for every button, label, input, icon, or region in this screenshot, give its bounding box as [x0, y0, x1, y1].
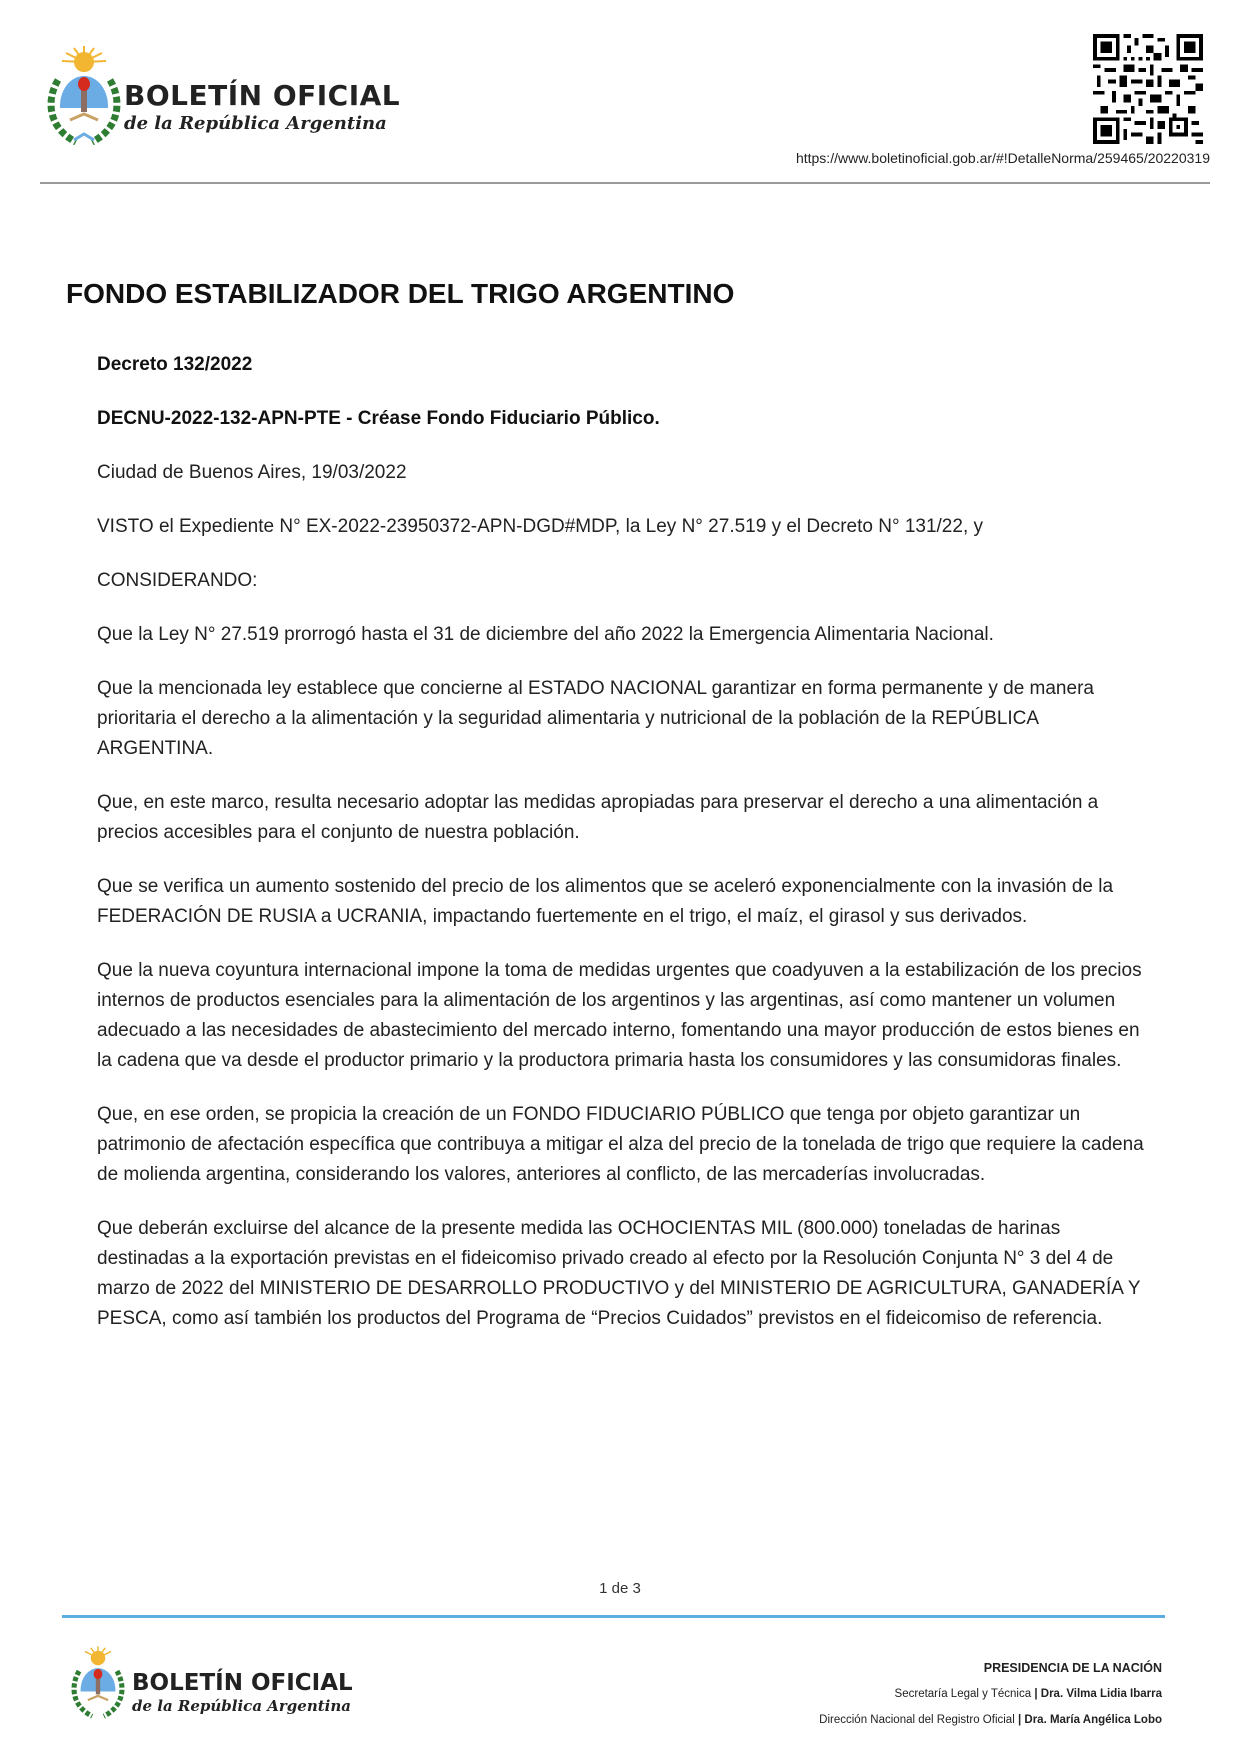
footer-logo[interactable]: [66, 1640, 366, 1736]
footer-divider: [62, 1615, 1165, 1618]
presidencia-label: PRESIDENCIA DE LA NACIÓN: [983, 1661, 1162, 1675]
decree-reference: DECNU-2022-132-APN-PTE - Créase Fondo Fiduciario Público.: [97, 408, 660, 429]
visto-paragraph: VISTO el Expediente N° EX-2022-23950372-APN-DGD#MDP, la Ley N° 27.519 y el Decreto N° 131/22, y: [97, 516, 983, 537]
considerando-heading: CONSIDERANDO:: [97, 570, 258, 591]
direccion-line: [819, 1707, 1162, 1733]
page-number: 1 de 3: [599, 1580, 641, 1597]
secretaria-line: [819, 1681, 1162, 1707]
decree-number: Decreto 132/2022: [97, 354, 253, 375]
paragraph: Que la nueva coyuntura internacional impone la toma de medidas urgentes que coadyuven a la estabilización de los precios internos de productos esenciales para la alimentación de los argentinos y las argentinas, así como mantener un volumen adecuado a las necesidades de abastecimiento del mercado interno, fomentando una mayor producción de estos bienes en la cadena que va desde el productor primario y la productora primaria hasta los consumidores y las consumidoras finales.: [97, 960, 1142, 1071]
page-header: [0, 0, 1240, 190]
document-title: FONDO ESTABILIZADOR DEL TRIGO ARGENTINO: [66, 278, 735, 309]
document-url[interactable]: https://www.boletinoficial.gob.ar/#!DetalleNorma/259465/20220319: [795, 150, 1210, 166]
paragraph: Que, en este marco, resulta necesario adoptar las medidas apropiadas para preservar el derecho a una alimentación a precios accesibles para el conjunto de nuestra población.: [97, 792, 1099, 843]
boletin-logo[interactable]: [40, 40, 420, 150]
direccion-label: Dirección Nacional del Registro Oficial: [819, 1714, 1015, 1726]
paragraph: Que la mencionada ley establece que concierne al ESTADO NACIONAL garantizar en forma permanente y de manera prioritaria el derecho a la alimentación y la seguridad alimentaria y nutricional de la población de la REPÚBLICA ARGENTINA.: [97, 678, 1094, 759]
paragraph: Que, en ese orden, se propicia la creación de un FONDO FIDUCIARIO PÚBLICO que tenga por objeto garantizar un patrimonio de afectación específica que contribuya a mitigar el alza del precio de la tonelada de trigo que requiere la cadena de molienda argentina, considerando los valores, anteriores al conflicto, de las mercaderías involucradas.: [97, 1104, 1144, 1185]
paragraph: Que deberán excluirse del alcance de la presente medida las OCHOCIENTAS MIL (800.000) toneladas de harinas destinadas a la exportación previstas en el fideicomiso privado creado al efecto por la Resolución Conjunta N° 3 del 4 de marzo de 2022 del MINISTERIO DE DESARROLLO PRODUCTIVO y del MINISTERIO DE AGRICULTURA, GANADERÍA Y PESCA, como así también los productos del Programa de “Precios Cuidados” previstos en el fideicomiso de referencia.: [97, 1218, 1141, 1329]
separator: |: [1034, 1688, 1038, 1700]
separator: |: [1017, 1714, 1022, 1726]
logo-title: BOLETÍN OFICIAL: [124, 79, 401, 112]
footer-logo-title: BOLETÍN OFICIAL: [132, 1670, 353, 1696]
qr-code-icon[interactable]: [1093, 34, 1203, 144]
secretaria-name: Dra. Vilma Lidia Ibarra: [1040, 1688, 1162, 1700]
coat-of-arms-icon: [66, 1640, 130, 1724]
logo-subtitle: de la República Argentina: [124, 113, 387, 134]
footer-logo-subtitle: de la República Argentina: [132, 1697, 351, 1715]
paragraph: Que se verifica un aumento sostenido del precio de los alimentos que se aceleró exponencialmente con la invasión de la FEDERACIÓN DE RUSIA a UCRANIA, impactando fuertemente en el trigo, el maíz, el girasol y sus derivados.: [97, 876, 1114, 927]
footer-credits: [819, 1655, 1162, 1733]
document-body: [97, 350, 1157, 1358]
header-divider: [40, 182, 1210, 184]
paragraph: Que la Ley N° 27.519 prorrogó hasta el 31 de diciembre del año 2022 la Emergencia Alimentaria Nacional.: [97, 624, 994, 645]
logo-text: [124, 80, 400, 136]
footer-logo-text: [132, 1670, 353, 1716]
direccion-name: Dra. María Angélica Lobo: [1024, 1714, 1162, 1726]
coat-of-arms-icon: [40, 40, 128, 150]
place-date: Ciudad de Buenos Aires, 19/03/2022: [97, 462, 407, 483]
secretaria-label: Secretaría Legal y Técnica: [894, 1688, 1032, 1700]
